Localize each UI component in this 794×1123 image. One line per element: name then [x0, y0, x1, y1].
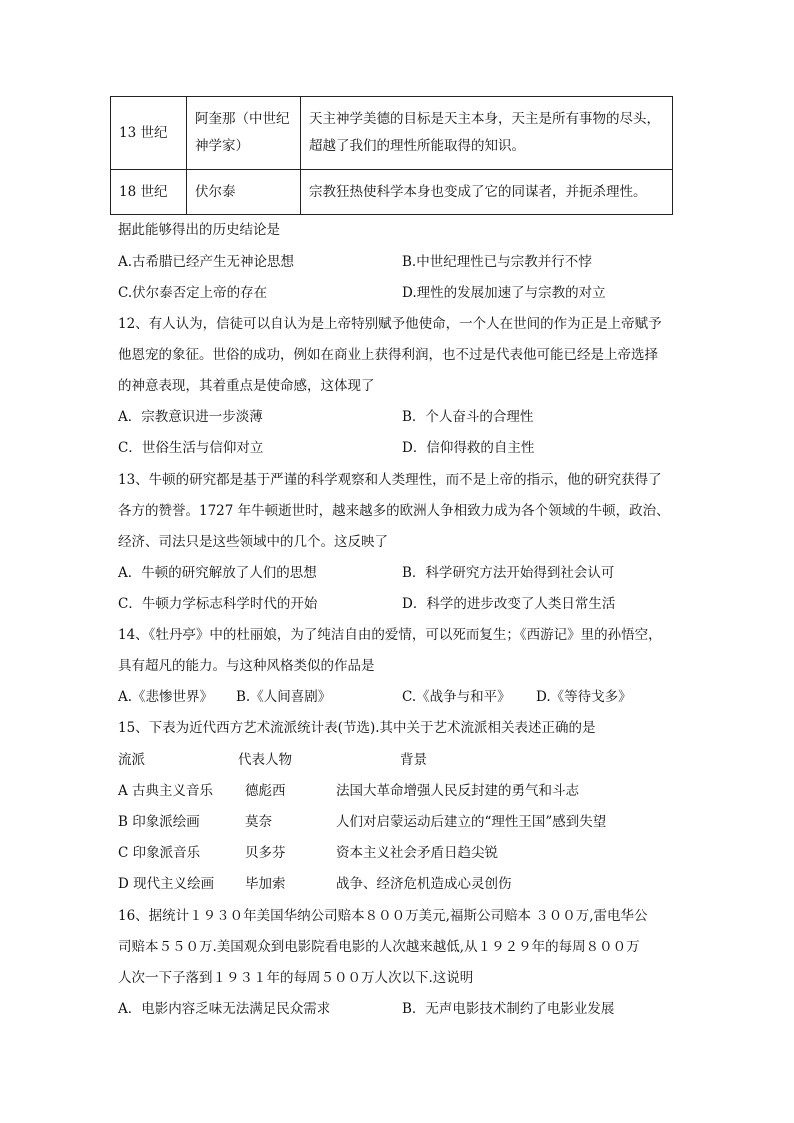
q11-option-c[interactable]: C.伏尔泰否定上帝的存在: [118, 285, 268, 301]
q15-cell-figure: 莫奈: [245, 814, 272, 830]
q16-line-1: 16、据统计１９３０年美国华纳公司赔本８００万美元,福斯公司赔本 ３００万,雷电华公: [118, 908, 648, 924]
q13-option-b[interactable]: B．科学研究方法开始得到社会认可: [402, 565, 615, 581]
table-cell-person: 伏尔泰: [187, 170, 301, 215]
q12-line-1: 12、有人认为，信徒可以自认为是上帝特别赋予他使命，一个人在世间的作为正是上帝赋予: [118, 316, 662, 332]
q16-line-2: 司赔本５５０万.美国观众到电影院看电影的人次越来越低,从１９２９年的每周８００万: [118, 939, 640, 955]
q11-option-d[interactable]: D.理性的发展加速了与宗教的对立: [402, 285, 606, 301]
q14-option-a[interactable]: A.《悲惨世界》: [118, 689, 214, 705]
q15-cell-background: 战争、经济危机造成心灵创伤: [336, 876, 512, 892]
q14-line-1: 14、《牡丹亭》中的杜丽娘，为了纯洁自由的爱情，可以死而复生；《西游记》里的孙悟空，: [118, 627, 662, 643]
q15-cell-school: B 印象派绘画: [118, 814, 200, 830]
q15-cell-school: C 印象派音乐: [118, 845, 201, 861]
q13-line-1: 13、牛顿的研究都是基于严谨的科学观察和人类理性，而不是上帝的指示，他的研究获得了: [118, 472, 662, 488]
history-views-table: [110, 96, 673, 215]
q12-option-a[interactable]: A．宗教意识进一步淡薄: [118, 409, 263, 425]
q11-option-b[interactable]: B.中世纪理性已与宗教并行不悖: [402, 254, 592, 270]
q13-line-3: 经济、司法只是这些领域中的几个。这反映了: [118, 534, 388, 550]
q12-option-c[interactable]: C．世俗生活与信仰对立: [118, 440, 264, 456]
q16-line-3: 人次一下子落到１９３１年的每周５００万人次以下.这说明: [118, 970, 474, 986]
q12-option-d[interactable]: D．信仰得救的自主性: [402, 440, 535, 456]
q15-header-school: 流派: [118, 752, 145, 768]
q15-cell-figure: 德彪西: [245, 783, 286, 799]
q16-option-a[interactable]: A．电影内容乏味无法满足民众需求: [118, 1001, 331, 1017]
q15-cell-background: 资本主义社会矛盾日趋尖锐: [336, 845, 498, 861]
table-cell-century: 13 世纪: [111, 97, 187, 170]
table-row: [111, 170, 673, 215]
q14-line-2: 具有超凡的能力。与这种风格类似的作品是: [118, 658, 375, 674]
q13-option-a[interactable]: A．牛顿的研究解放了人们的思想: [118, 565, 317, 581]
q15-cell-background: 人们对启蒙运动后建立的“理性王国”感到失望: [336, 814, 607, 830]
table-cell-view: 天主神学美德的目标是天主本身，天主是所有事物的尽头，超越了我们的理性所能取得的知识。: [301, 97, 673, 170]
q13-line-2: 各方的赞誉。1727 年牛顿逝世时，越来越多的欧洲人争相致力成为各个领域的牛顿，政治、: [118, 503, 670, 519]
q13-option-d[interactable]: D．科学的进步改变了人类日常生活: [402, 596, 616, 612]
q14-option-d[interactable]: D.《等待戈多》: [536, 689, 632, 705]
q15-header-background: 背景: [400, 752, 427, 768]
q15-cell-figure: 贝多芬: [245, 845, 286, 861]
q13-option-c[interactable]: C．牛顿力学标志科学时代的开始: [118, 596, 318, 612]
q15-cell-school: A 古典主义音乐: [118, 783, 214, 799]
q15-cell-school: D 现代主义绘画: [118, 876, 215, 892]
q11-prompt: 据此能够得出的历史结论是: [118, 222, 280, 238]
table-cell-century: 18 世纪: [111, 170, 187, 215]
q12-line-2: 他恩宠的象征。世俗的成功，例如在商业上获得利润，也不过是代表他可能已经是上帝选择: [118, 347, 658, 363]
q14-option-c[interactable]: C.《战争与和平》: [402, 689, 511, 705]
q15-header-figure: 代表人物: [238, 752, 292, 768]
table-row: [111, 97, 673, 170]
q15-cell-background: 法国大革命增强人民反封建的勇气和斗志: [336, 783, 579, 799]
q14-option-b[interactable]: B.《人间喜剧》: [236, 689, 332, 705]
table-cell-view: 宗教狂热使科学本身也变成了它的同谋者，并扼杀理性。: [301, 170, 673, 215]
q12-line-3: 的神意表现，其着重点是使命感，这体现了: [118, 378, 375, 394]
q12-option-b[interactable]: B．个人奋斗的合理性: [402, 409, 534, 425]
q15-cell-figure: 毕加索: [245, 876, 286, 892]
q15-prompt: 15、下表为近代西方艺术流派统计表(节选).其中关于艺术流派相关表述正确的是: [118, 720, 596, 736]
q11-option-a[interactable]: A.古希腊已经产生无神论思想: [118, 254, 295, 270]
table-cell-person: 阿奎那（中世纪神学家）: [187, 97, 301, 170]
q16-option-b[interactable]: B．无声电影技术制约了电影业发展: [402, 1001, 615, 1017]
